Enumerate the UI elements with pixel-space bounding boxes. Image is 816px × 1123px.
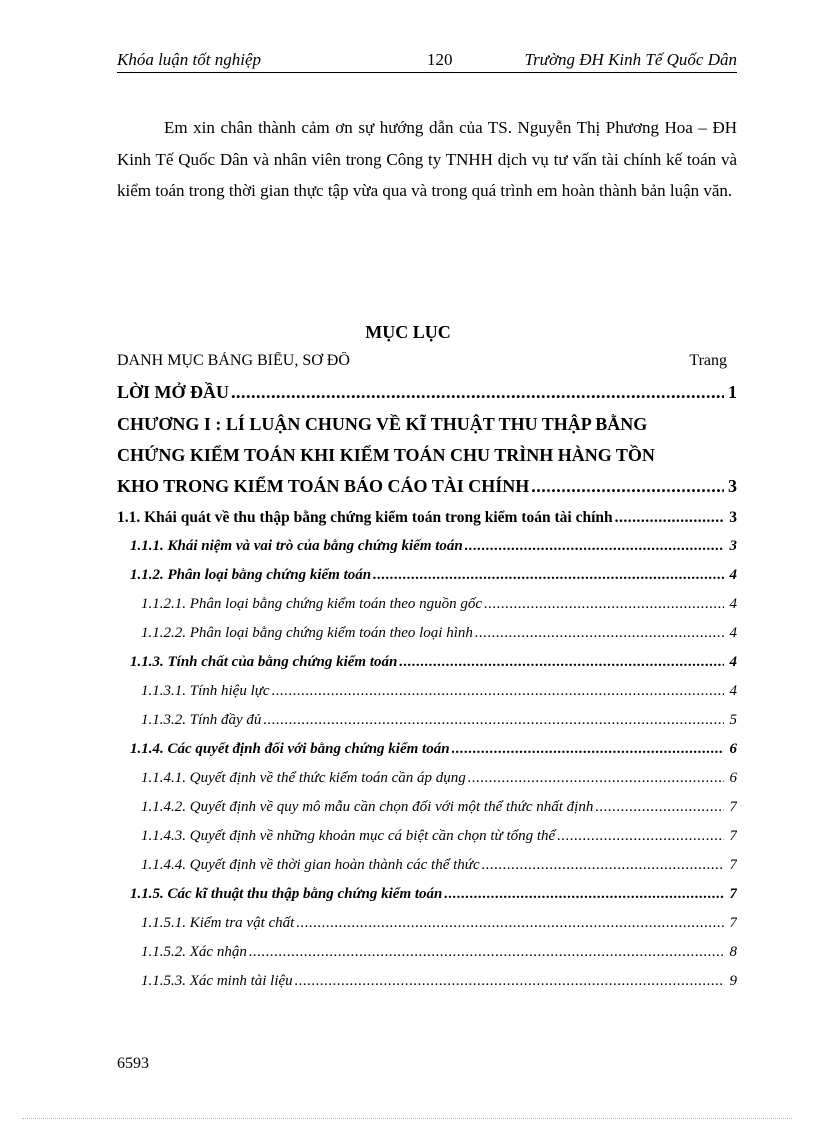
toc-entry-1-1-5[interactable] xyxy=(117,886,737,903)
toc-leader-dots xyxy=(557,828,724,845)
toc-leader-dots xyxy=(615,509,724,527)
toc-leader-dots xyxy=(482,857,724,874)
toc-leader-dots xyxy=(373,567,724,584)
toc-entry-page: 1 xyxy=(728,382,737,402)
toc-entry-1-1[interactable] xyxy=(117,509,737,527)
toc-entry-page: 4 xyxy=(729,654,737,670)
toc-entry-label: 1.1.5.3. Xác minh tài liệu xyxy=(141,973,293,989)
toc-entry-1-1-5-3[interactable] xyxy=(117,973,737,990)
toc-entry-label: 1.1.2.2. Phân loại bằng chứng kiểm toán theo loại hình xyxy=(141,625,473,641)
toc-entry-label: 1.1.4.1. Quyết định về thể thức kiểm toán cần áp dụng xyxy=(141,770,466,786)
toc-entry-page: 7 xyxy=(729,799,737,815)
toc-chapter1-line2[interactable]: CHỨNG KIỂM TOÁN KHI KIỂM TOÁN CHU TRÌNH HÀNG TỒN xyxy=(117,445,655,465)
footer-number: 6593 xyxy=(117,1055,149,1072)
toc-entry-label: 1.1.2.1. Phân loại bằng chứng kiểm toán theo nguồn gốc xyxy=(141,596,483,612)
toc-leader-dots xyxy=(465,538,724,555)
toc-leader-dots xyxy=(468,770,724,787)
toc-entry-page: 4 xyxy=(729,567,737,583)
header-page-number: 120 xyxy=(427,50,453,69)
acknowledgement-paragraph: Em xin chân thành cảm ơn sự hướng dẫn của TS. Nguyễn Thị Phương Hoa – ĐH Kinh Tế Quốc Dân và nhân viên trong Công ty TNHH dịch vụ tư vấn tài chính kế toán và kiểm toán trong thời gian thực tập vừa qua và trong quá trình em hoàn thành bản luận văn. xyxy=(117,118,737,200)
toc-entry-page: 7 xyxy=(729,828,737,844)
toc-entry-1-1-3-2[interactable] xyxy=(117,712,737,729)
toc-entry-1-1-4-2[interactable] xyxy=(117,799,737,816)
toc-entry-label: 1.1.2. Phân loại bằng chứng kiểm toán xyxy=(130,567,372,583)
toc-entry-page: 6 xyxy=(729,741,737,757)
toc-entry-page: 3 xyxy=(729,509,737,526)
toc-leader-dots xyxy=(475,625,724,642)
toc-entry-page: 4 xyxy=(729,683,737,699)
header-university: Trường ĐH Kinh Tế Quốc Dân xyxy=(524,50,737,69)
toc-leader-dots xyxy=(531,476,724,497)
toc-entry-label: 1.1.3.2. Tính đầy đủ xyxy=(141,712,262,728)
toc-page-column-label: Trang xyxy=(689,352,727,369)
toc-chapter1-line1[interactable]: CHƯƠNG I : LÍ LUẬN CHUNG VỀ KĨ THUẬT THU THẬP BẰNG xyxy=(117,414,648,434)
toc-entry-1-1-3-1[interactable] xyxy=(117,683,737,700)
toc-entry-label: 1.1. Khái quát về thu thập bằng chứng kiểm toán trong kiểm toán tài chính xyxy=(117,509,613,526)
toc-leader-dots xyxy=(295,973,724,990)
toc-entry-page: 3 xyxy=(729,538,737,554)
toc-entry-label: 1.1.4.3. Quyết định về những khoản mục cá biệt cần chọn từ tổng thể xyxy=(141,828,556,844)
toc-entry-label: KHO TRONG KIỂM TOÁN BÁO CÁO TÀI CHÍNH xyxy=(117,476,530,496)
toc-entry-1-1-4-4[interactable] xyxy=(117,857,737,874)
toc-list-heading-row xyxy=(117,352,737,370)
toc-leader-dots xyxy=(444,886,724,903)
toc-entry-page: 8 xyxy=(729,944,737,960)
toc-leader-dots xyxy=(595,799,724,816)
toc-entry-label: LỜI MỞ ĐẦU xyxy=(117,382,229,402)
page-header xyxy=(117,48,737,73)
toc-entry-page: 5 xyxy=(729,712,737,728)
toc-entry-1-1-3[interactable] xyxy=(117,654,737,671)
toc-entry-page: 4 xyxy=(729,596,737,612)
toc-entry-page: 7 xyxy=(729,857,737,873)
toc-leader-dots xyxy=(399,654,724,671)
toc-entry-label: 1.1.4. Các quyết định đối với bằng chứng kiểm toán xyxy=(130,741,450,757)
toc-entry-1-1-2-2[interactable] xyxy=(117,625,737,642)
toc-entry-page: 9 xyxy=(729,973,737,989)
toc-leader-dots xyxy=(484,596,724,613)
toc-leader-dots xyxy=(231,382,724,403)
toc-entry-page: 7 xyxy=(729,915,737,931)
toc-entry-1-1-1[interactable] xyxy=(117,538,737,555)
toc-entry-label: 1.1.4.2. Quyết định về quy mô mẫu cần chọn đối với một thể thức nhất định xyxy=(141,799,594,815)
toc-leader-dots xyxy=(452,741,724,758)
toc-entry-label: 1.1.5. Các kĩ thuật thu thập bằng chứng kiểm toán xyxy=(130,886,443,902)
toc-entry-label: 1.1.5.1. Kiểm tra vật chất xyxy=(141,915,295,931)
header-thesis-label: Khóa luận tốt nghiệp xyxy=(117,50,262,69)
toc-entry-1-1-5-2[interactable] xyxy=(117,944,737,961)
toc-title: MỤC LỤC xyxy=(365,322,451,342)
toc-entry-page: 6 xyxy=(729,770,737,786)
page-bottom-divider xyxy=(22,1118,792,1120)
toc-entry-page: 3 xyxy=(728,476,737,496)
toc-list-heading: DANH MỤC BẢNG BIỂU, SƠ ĐỒ xyxy=(117,352,350,369)
toc-entry-label: 1.1.4.4. Quyết định về thời gian hoàn thành các thể thức xyxy=(141,857,480,873)
toc-entry-1-1-4-3[interactable] xyxy=(117,828,737,845)
toc-leader-dots xyxy=(272,683,724,700)
toc-entry-page: 4 xyxy=(729,625,737,641)
toc-chapter1-line3[interactable] xyxy=(117,476,737,497)
toc-entry-1-1-4-1[interactable] xyxy=(117,770,737,787)
toc-leader-dots xyxy=(263,712,724,729)
toc-entry-page: 7 xyxy=(729,886,737,902)
toc-entry-intro[interactable] xyxy=(117,382,737,403)
toc-entry-1-1-4[interactable] xyxy=(117,741,737,758)
toc-entry-1-1-5-1[interactable] xyxy=(117,915,737,932)
toc-entry-label: 1.1.5.2. Xác nhận xyxy=(141,944,247,960)
toc-leader-dots xyxy=(296,915,724,932)
toc-entry-label: 1.1.3.1. Tính hiệu lực xyxy=(141,683,270,699)
toc-entry-label: 1.1.1. Khái niệm và vai trò của bằng chứng kiểm toán xyxy=(130,538,463,554)
toc-entry-label: 1.1.3. Tính chất của bằng chứng kiểm toán xyxy=(130,654,398,670)
toc-entry-1-1-2[interactable] xyxy=(117,567,737,584)
toc-entry-1-1-2-1[interactable] xyxy=(117,596,737,613)
toc-leader-dots xyxy=(249,944,724,961)
